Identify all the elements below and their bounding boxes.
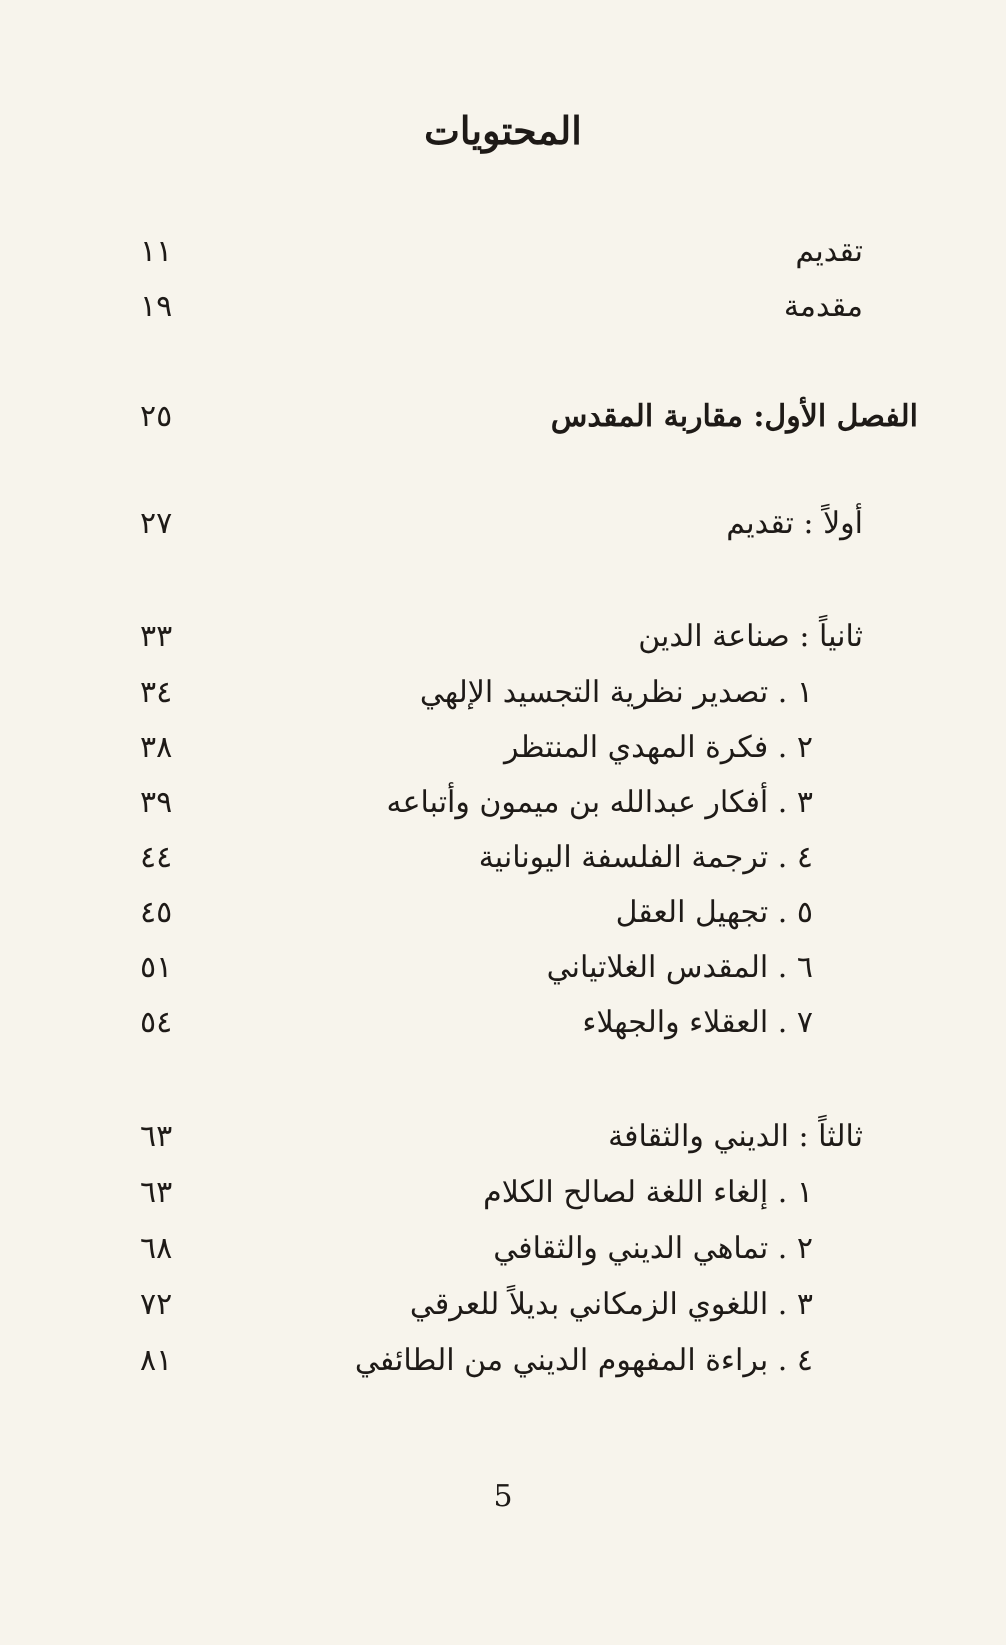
toc-chapter-title: الفصل الأول: مقاربة المقدس	[550, 399, 918, 434]
toc-entry-page: ٤٤	[140, 840, 173, 875]
toc-entry-page: ٦٨	[140, 1231, 173, 1266]
toc-entry-page: ٦٣	[140, 1119, 173, 1154]
toc-item-title: ٣ . اللغوي الزمكاني بديلاً للعرقي	[409, 1287, 813, 1322]
toc-item-title: ٢ . تماهي الديني والثقافي	[493, 1231, 813, 1266]
toc-item-title: ٤ . ترجمة الفلسفة اليونانية	[478, 840, 813, 875]
toc-entry-page: ١٩	[140, 289, 173, 324]
toc-entry-page: ٧٢	[140, 1287, 173, 1322]
toc-item-title: ١ . تصدير نظرية التجسيد الإلهي	[419, 675, 813, 710]
toc-entry-page: ٣٨	[140, 730, 173, 765]
toc-item-title: ٥ . تجهيل العقل	[615, 895, 813, 930]
toc-item-title: ٧ . العقلاء والجهلاء	[582, 1005, 813, 1040]
page-number: 5	[493, 1479, 513, 1514]
toc-entry-page: ٣٤	[140, 675, 173, 710]
toc-entry-page: ٦٣	[140, 1175, 173, 1210]
toc-entry-page: ٥٤	[140, 1005, 173, 1040]
toc-entry-page: ٣٩	[140, 785, 173, 820]
toc-item-title: ٦ . المقدس الغلاتياني	[546, 950, 813, 985]
toc-entry-page: ٢٥	[140, 399, 173, 434]
toc-item-title: ٤ . براءة المفهوم الديني من الطائفي	[354, 1343, 813, 1378]
toc-entry-page: ٢٧	[140, 506, 173, 541]
toc-entry-page: ١١	[140, 234, 173, 269]
toc-item-title: ٣ . أفكار عبدالله بن ميمون وأتباعه	[386, 785, 813, 820]
toc-section-title: ثانياً : صناعة الدين	[638, 619, 863, 654]
toc-entry-page: ٣٣	[140, 619, 173, 654]
toc-entry-page: ٨١	[140, 1343, 173, 1378]
toc-entry-page: ٤٥	[140, 895, 173, 930]
toc-entry-title: تقديم	[795, 234, 863, 269]
toc-section-title: ثالثاً : الديني والثقافة	[608, 1119, 863, 1154]
toc-entry-page: ٥١	[140, 950, 173, 985]
toc-item-title: ٢ . فكرة المهدي المنتظر	[504, 730, 813, 765]
toc-item-title: ١ . إلغاء اللغة لصالح الكلام	[483, 1175, 813, 1210]
toc-section-title: أولاً : تقديم	[726, 506, 863, 541]
toc-entry-title: مقدمة	[783, 289, 863, 324]
page-title: المحتويات	[424, 108, 582, 153]
